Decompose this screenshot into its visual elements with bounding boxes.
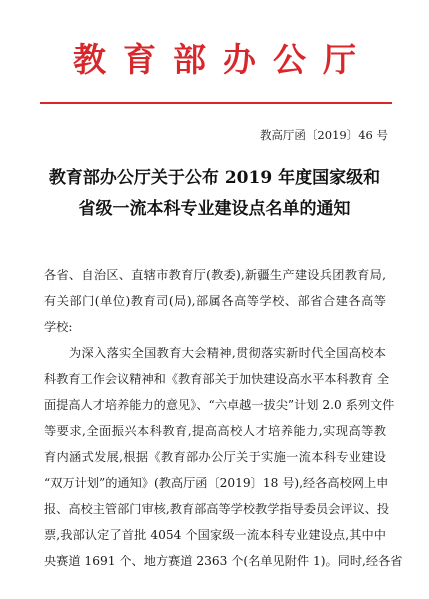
paragraph-line: 央赛道 1691 个、地方赛道 2363 个(名单见附件 1)。同时,经各省: [44, 554, 403, 568]
paragraph-line: 育内涵式发展,根据《教育部办公厅关于实施一流本科专业建设: [44, 450, 386, 464]
paragraph-line: “双万计划”的通知》(教高厅函〔2019〕18 号),经各高校网上申: [44, 476, 389, 490]
paragraph-line: 票,我部认定了首批 4054 个国家级一流本科专业建设点,其中中: [44, 528, 386, 542]
paragraph-line: 科教育工作会议精神和《教育部关于加快建设高水平本科教育 全: [44, 372, 390, 386]
addressee-line: 学校:: [44, 320, 73, 334]
notice-title-line-1: 教育部办公厅关于公布 2019 年度国家级和: [48, 168, 381, 188]
red-divider-rule: [40, 102, 392, 104]
paragraph-line: 为深入落实全国教育大会精神,贯彻落实新时代全国高校本: [69, 346, 386, 360]
document-number: 教高厅函〔2019〕46 号: [259, 128, 388, 142]
letterhead: 教育部办公厅: [73, 40, 373, 79]
paragraph-line: 面提高人才培养能力的意见》、“六卓越一拔尖”计划 2.0 系列文件: [44, 398, 395, 412]
paragraph-line: 等要求,全面振兴本科教育,提高高校人才培养能力,实现高等教: [44, 424, 386, 438]
addressee-line: 各省、自治区、直辖市教育厅(教委),新疆生产建设兵团教育局,: [44, 268, 386, 282]
notice-title-line-2: 省级一流本科专业建设点名单的通知: [78, 199, 351, 219]
paragraph-line: 报、高校主管部门审核,教育部高等学校教学指导委员会评议、投: [44, 502, 390, 516]
addressee-line: 有关部门(单位)教育司(局),部属各高等学校、部省合建各高等: [44, 294, 386, 308]
